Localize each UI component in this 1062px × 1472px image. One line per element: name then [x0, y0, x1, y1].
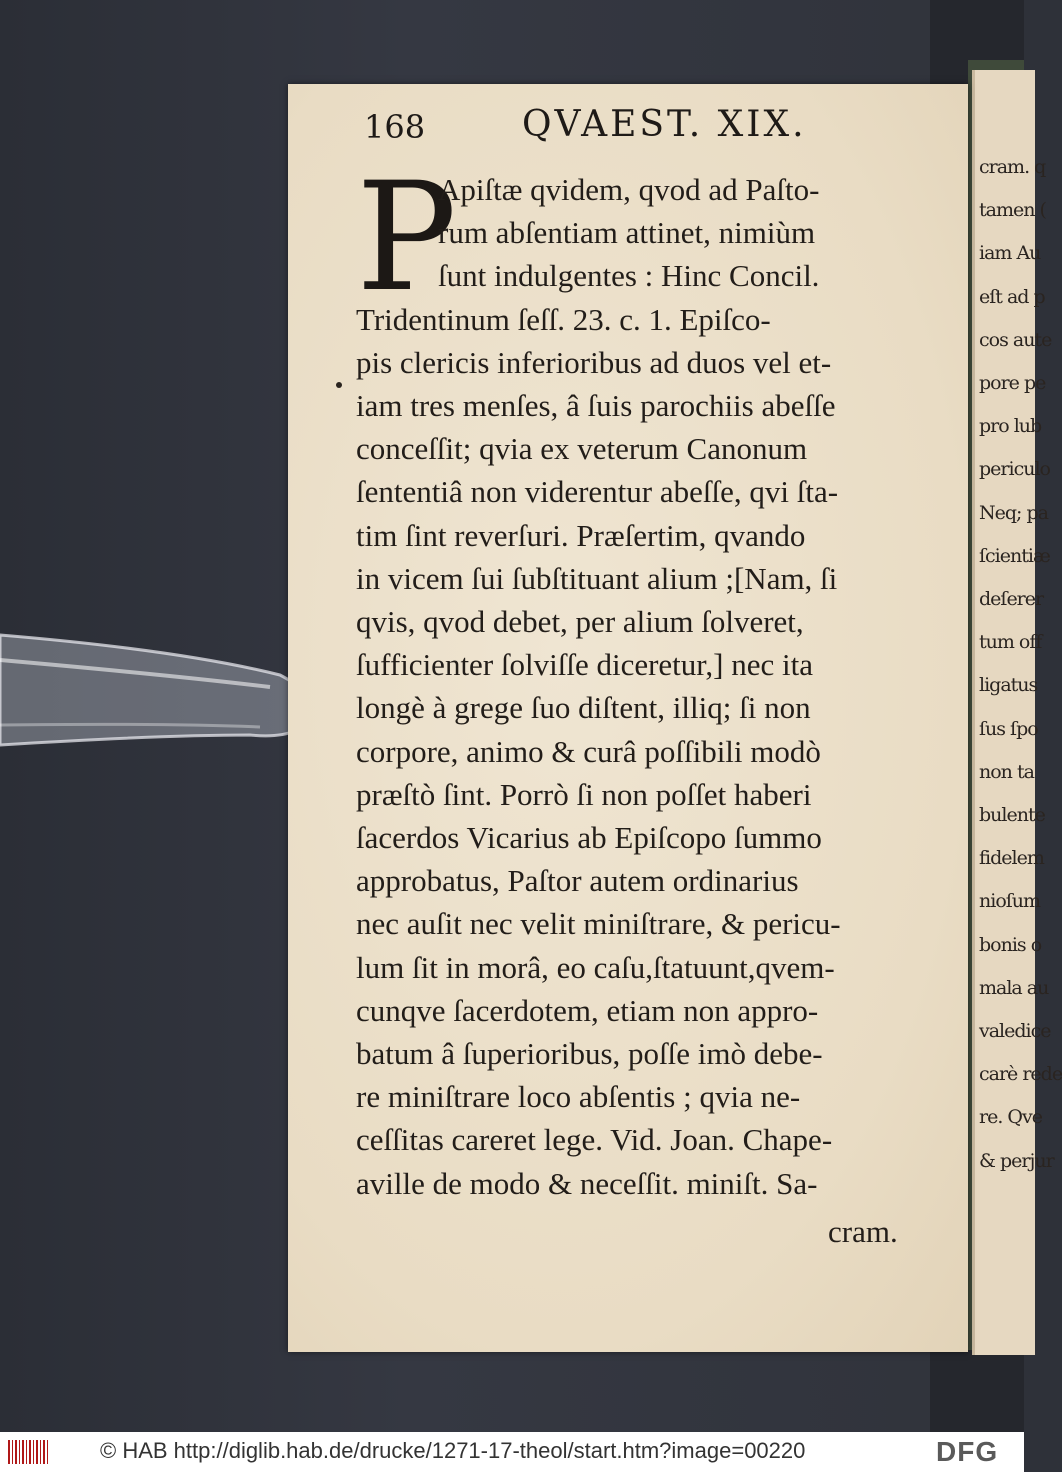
facing-text-line: bonis o: [979, 933, 1042, 956]
facing-text-line: cram. q: [979, 156, 1046, 178]
text-line: nec auſit nec velit miniſtrare, & pericu-: [356, 906, 841, 942]
facing-text-line: cos aute: [979, 328, 1052, 351]
text-line: approbatus, Paſtor autem ordinarius: [356, 863, 799, 899]
facing-page: [972, 70, 1062, 1355]
text-line: tim ſint reverſuri. Præſertim, qvando: [356, 517, 806, 553]
drop-cap: P: [356, 151, 457, 325]
text-line: ſacerdos Vicarius ab Epiſcopo ſummo: [356, 820, 822, 855]
facing-text-line: ſus ſpo: [979, 717, 1038, 740]
text-line: ſunt indulgentes : Hinc Concil.: [438, 258, 820, 294]
hab-barcode-logo: [8, 1440, 48, 1464]
facing-text-line: deſerer: [979, 588, 1044, 610]
text-line: batum â ſuperioribus, poſſe imò debe-: [356, 1036, 823, 1071]
facing-text-line: mala au: [979, 976, 1049, 999]
running-head: QVAEST. XIX.: [522, 104, 807, 145]
text-line: re miniſtrare loco abſentis ; qvia ne-: [356, 1079, 801, 1115]
facing-text-line: fidelem: [979, 847, 1044, 870]
text-line: præſtò ſint. Porrò ſi non poſſet haberi: [356, 776, 812, 812]
facing-text-line: nioſum: [979, 890, 1041, 913]
footer-bar: [0, 1432, 1024, 1472]
text-line: pis clericis inferioribus ad duos vel et-: [356, 344, 832, 380]
facing-text-line: valedice: [979, 1020, 1051, 1042]
text-line: ceſſitas careret lege. Vid. Joan. Chape-: [356, 1122, 833, 1158]
page-number: 168: [364, 108, 426, 146]
facing-text-line: re. Qve: [979, 1106, 1042, 1129]
copyright-url[interactable]: © HAB http://diglib.hab.de/drucke/1271-17-theol/start.htm?image=00220: [100, 1438, 806, 1463]
dfg-logo: DFG: [936, 1436, 999, 1467]
facing-text-line: & perjur: [979, 1149, 1054, 1172]
text-line: qvis, qvod debet, per alium ſolveret,: [356, 604, 804, 639]
text-line: lum ſit in morâ, eo caſu,ſtatuunt,qvem-: [356, 949, 835, 985]
facing-text-line: non ta: [979, 760, 1034, 783]
facing-text-line: Neq; pa: [979, 501, 1048, 524]
margin-mark: [336, 382, 342, 388]
facing-text-line: ligatus: [979, 674, 1038, 697]
text-line: conceſſit; qvia ex veterum Canonum: [356, 431, 808, 467]
facing-text-line: iam Au: [979, 242, 1041, 265]
text-line: Tridentinum ſeſſ. 23. c. 1. Epiſco-: [356, 301, 771, 337]
facing-text-line: pro lub: [979, 415, 1042, 438]
book-page: [288, 84, 968, 1352]
text-line: corpore, animo & curâ poſſibili modò: [356, 733, 821, 769]
facing-text-line: ſcientiæ: [979, 544, 1050, 567]
text-line: aville de modo & neceſſit. miniſt. Sa-: [356, 1165, 818, 1201]
text-line: Apiſtæ qvidem, qvod ad Paſto-: [438, 172, 820, 207]
text-line: iam tres menſes, â ſuis parochiis abeſſe: [356, 388, 836, 423]
facing-text-line: tamen (: [979, 199, 1046, 222]
text-line: in vicem ſui ſubſtituant alium ;[Nam, ſi: [356, 560, 838, 596]
text-line: ſufficienter ſolviſſe diceretur,] nec ita: [356, 647, 813, 683]
facing-text-line: tum off: [979, 631, 1042, 654]
page-header: [364, 104, 924, 148]
catchword: cram.: [828, 1214, 898, 1249]
text-line: rum abſentiam attinet, nimiùm: [438, 215, 816, 251]
facing-text-line: pore pe: [979, 372, 1046, 394]
text-line: cunqve ſacerdotem, etiam non appro-: [356, 992, 819, 1028]
facing-text-line: eſt ad p: [979, 285, 1045, 308]
plastic-page-clip: [0, 605, 320, 765]
text-line: longè à grege ſuo diſtent, illiq; ſi non: [356, 690, 811, 726]
text-line: ſententiâ non viderentur abeſſe, qvi ſta-: [356, 474, 839, 510]
facing-text-line: bulente: [979, 804, 1045, 826]
facing-text-line: periculo: [979, 458, 1050, 481]
facing-text-line: carè rede: [979, 1063, 1062, 1086]
